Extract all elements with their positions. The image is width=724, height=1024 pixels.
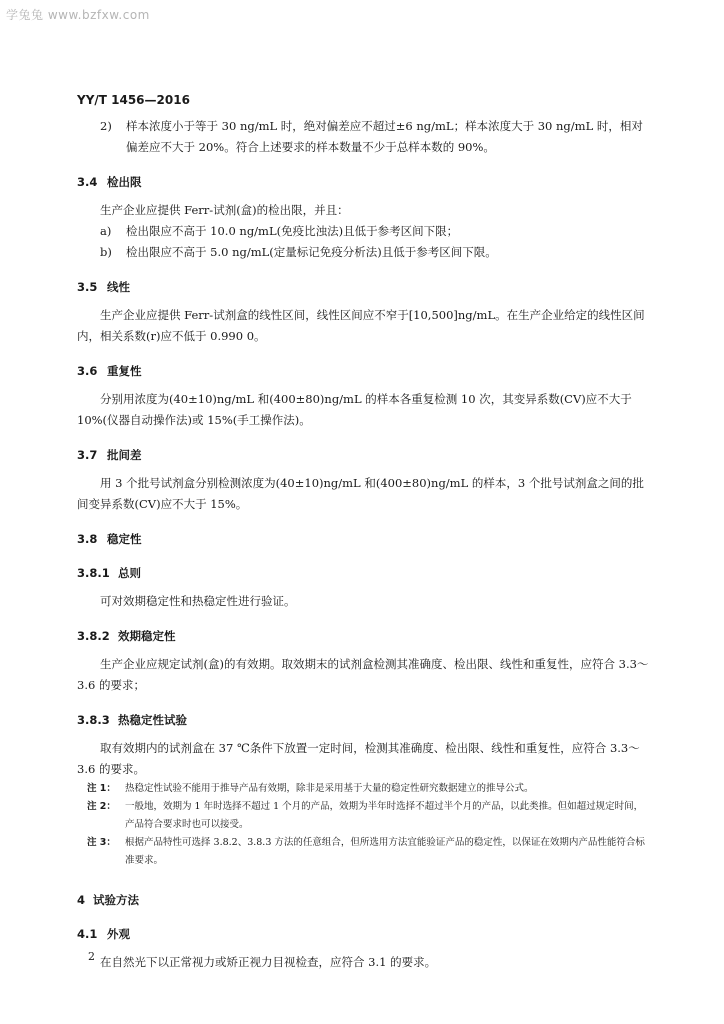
section-title: 试验方法 [93, 893, 139, 907]
list-text: 样本浓度小于等于 30 ng/mL 时，绝对偏差应不超过±6 ng/mL；样本浓度大于 30 ng/mL 时，相对偏差应不大于 20%。符合上述要求的样本数量不少于总样本数的 90%。 [126, 119, 643, 154]
section-title: 效期稳定性 [118, 629, 176, 643]
list-marker: 2) [100, 119, 112, 133]
note-text: 一般地，效期为 1 年时选择不超过 1 个月的产品，效期为半年时选择不超过半个月的产品，以此类推。但如超过规定时间，产品符合要求时也可以接受。 [125, 801, 644, 830]
section-title: 重复性 [107, 364, 142, 378]
heading-3-4 [77, 172, 649, 192]
paragraph: 生产企业应提供 Ferr-试剂(盒)的检出限，并且： [100, 203, 349, 217]
heading-3-6 [77, 361, 649, 381]
note-2 [77, 798, 649, 834]
note-marker: 注 1： [87, 783, 116, 794]
paragraph: 用 3 个批号试剂盒分别检测浓度为(40±10)ng/mL 和(400±80)ng/mL 的样本，3 个批号试剂盒之间的批间变异系数(CV)应不大于 15%。 [77, 476, 644, 511]
paragraph: 生产企业应提供 Ferr-试剂盒的线性区间，线性区间应不窄于[10,500]ng/mL。在生产企业给定的线性区间内，相关系数(r)应不低于 0.990 0。 [77, 308, 645, 343]
section-title: 检出限 [107, 175, 142, 189]
section-number: 4.1 [77, 927, 98, 941]
section-number: 3.8.1 [77, 566, 110, 580]
standard-code: YY/T 1456—2016 [77, 93, 190, 107]
section-title: 线性 [107, 280, 130, 294]
section-number: 4 [77, 893, 86, 907]
list-marker: a) [100, 224, 112, 238]
paragraph: 可对效期稳定性和热稳定性进行验证。 [100, 594, 296, 608]
heading-4-1 [77, 924, 649, 944]
heading-3-7 [77, 445, 649, 465]
note-1 [77, 780, 649, 798]
paragraph: 取有效期内的试剂盒在 37 ℃条件下放置一定时间，检测其准确度、检出限、线性和重复性，应符合 3.3～3.6 的要求。 [77, 741, 640, 776]
section-number: 3.5 [77, 280, 98, 294]
heading-4 [77, 890, 649, 910]
list-text: 检出限应不高于 10.0 ng/mL(免疫比浊法)且低于参考区间下限； [126, 224, 459, 238]
section-title: 总则 [118, 566, 141, 580]
list-item-a [77, 221, 649, 242]
note-text: 热稳定性试验不能用于推导产品有效期，除非是采用基于大量的稳定性研究数据建立的推导公式。 [125, 783, 534, 794]
section-title: 稳定性 [107, 532, 142, 546]
heading-3-8-3 [77, 710, 649, 730]
section-title: 热稳定性试验 [118, 713, 187, 727]
list-item-b [77, 242, 649, 263]
document-body [77, 116, 649, 973]
section-title: 批间差 [107, 448, 142, 462]
note-3 [77, 834, 649, 870]
list-marker: b) [100, 245, 112, 259]
page-number: 2 [88, 950, 95, 963]
section-number: 3.6 [77, 364, 98, 378]
section-number: 3.8 [77, 532, 98, 546]
section-title: 外观 [107, 927, 130, 941]
list-text: 检出限应不高于 5.0 ng/mL(定量标记免疫分析法)且低于参考区间下限。 [126, 245, 497, 259]
section-number: 3.7 [77, 448, 98, 462]
note-text: 根据产品特性可选择 3.8.2、3.8.3 方法的任意组合，但所选用方法宜能验证产品的稳定性，以保证在效期内产品性能符合标准要求。 [125, 837, 645, 866]
paragraph: 分别用浓度为(40±10)ng/mL 和(400±80)ng/mL 的样本各重复检测 10 次，其变异系数(CV)应不大于 10%(仪器自动操作法)或 15%(手工操作法)。 [77, 392, 632, 427]
heading-3-8 [77, 529, 649, 549]
note-marker: 注 3： [87, 837, 116, 848]
heading-3-8-1 [77, 563, 649, 583]
watermark: 学兔兔 www.bzfxw.com [6, 8, 150, 22]
paragraph: 生产企业应规定试剂(盒)的有效期。取效期末的试剂盒检测其准确度、检出限、线性和重复性，应符合 3.3～3.6 的要求； [77, 657, 649, 692]
note-marker: 注 2： [87, 801, 116, 812]
paragraph: 在自然光下以正常视力或矫正视力目视检查，应符合 3.1 的要求。 [100, 955, 437, 969]
heading-3-8-2 [77, 626, 649, 646]
section-number: 3.4 [77, 175, 98, 189]
heading-3-5 [77, 277, 649, 297]
section-number: 3.8.2 [77, 629, 110, 643]
list-item-2 [77, 116, 649, 158]
section-number: 3.8.3 [77, 713, 110, 727]
